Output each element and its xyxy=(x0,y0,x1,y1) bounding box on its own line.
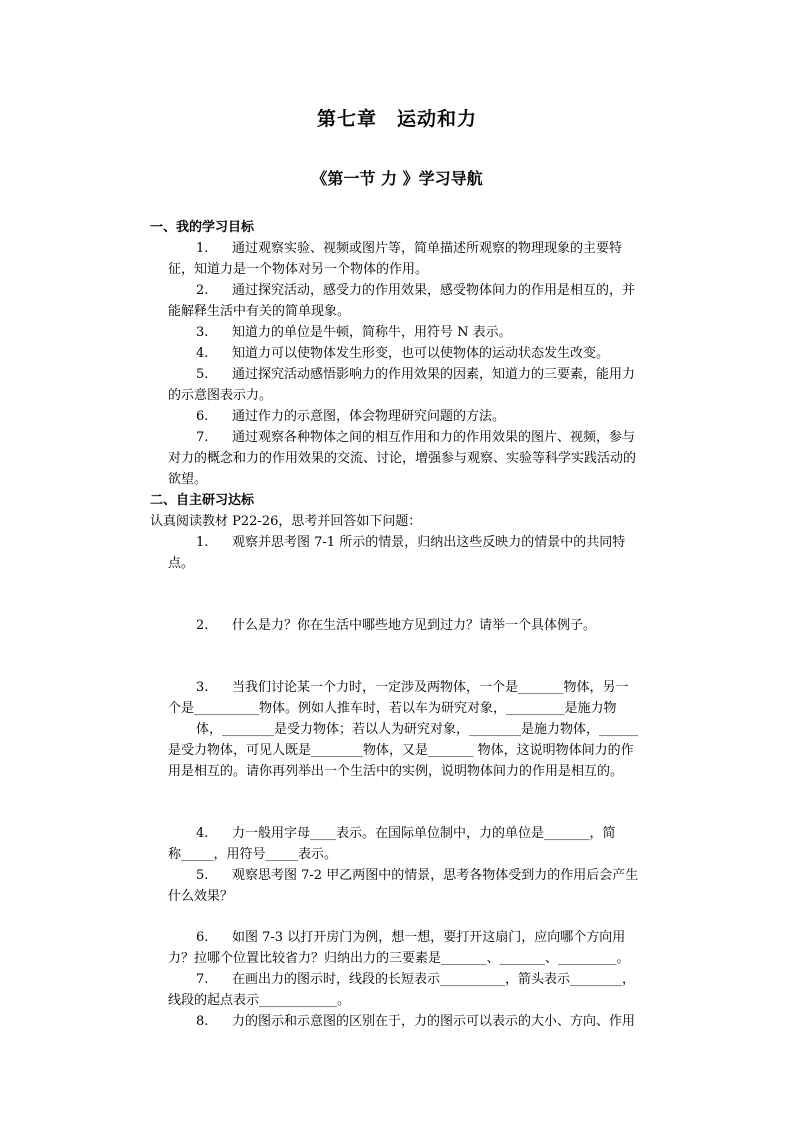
goal-text: 通过观察实验、视频或图片等，简单描述所观察的物理现象的主要特 xyxy=(232,241,623,256)
question-text: 在画出力的图示时，线段的长短表示__________，箭头表示________， xyxy=(232,972,636,987)
question-number: 5. xyxy=(196,868,209,883)
question-4 xyxy=(196,822,616,841)
goal-item-3 xyxy=(196,321,512,340)
goal-item-2 xyxy=(196,279,635,298)
question-6 xyxy=(196,926,625,945)
question-8 xyxy=(196,1010,635,1029)
question-text: 如图 7-3 以打开房门为例，想一想，要打开这扇门，应向哪个方向用 xyxy=(232,930,626,945)
question-5-line2: 什么效果？ xyxy=(168,889,234,904)
question-number: 2. xyxy=(196,618,209,633)
question-3-line4: 是受力物体，可见人既是________物体，又是_______ 物体，这说明物体间力的作 xyxy=(168,743,634,758)
goal-text: 知道力可以使物体发生形变，也可以使物体的运动状态发生改变。 xyxy=(232,346,610,361)
question-7 xyxy=(196,968,635,987)
goal-text: 通过探究活动，感受力的作用效果，感受物体间力的作用是相互的，并 xyxy=(232,283,636,298)
goal-item-5-line2: 的示意图表示力。 xyxy=(168,388,273,403)
question-number: 3. xyxy=(196,680,209,695)
question-text: 观察思考图 7-2 甲乙两图中的情景，思考各物体受到力的作用后会产生 xyxy=(232,868,639,883)
question-text: 当我们讨论某一个力时，一定涉及两物体，一个是_______物体，另一 xyxy=(232,680,629,695)
goal-number: 4. xyxy=(196,346,209,361)
question-4-line2: 称_____，用符号_____表示。 xyxy=(168,847,338,862)
question-number: 8. xyxy=(196,1014,209,1029)
question-number: 4. xyxy=(196,826,209,841)
goal-item-1-line2: 征，知道力是一个物体对另一个物体的作用。 xyxy=(168,262,429,277)
section-heading-self-study: 二、自主研习达标 xyxy=(150,493,255,508)
question-text: 力一般用字母____表示。在国际单位制中，力的单位是_______，简 xyxy=(232,826,616,841)
question-text: 什么是力？你在生活中哪些地方见到过力？请举一个具体例子。 xyxy=(232,618,597,633)
goal-text: 通过观察各种物体之间的相互作用和力的作用效果的图片、视频，参与 xyxy=(232,430,636,445)
goal-item-4 xyxy=(196,342,609,361)
question-2 xyxy=(196,614,596,633)
goal-text: 通过作力的示意图，体会物理研究问题的方法。 xyxy=(232,409,506,424)
goal-number: 7. xyxy=(196,430,209,445)
question-number: 7. xyxy=(196,972,209,987)
question-text: 观察并思考图 7-1 所示的情景，归纳出这些反映力的情景中的共同特 xyxy=(232,535,626,550)
question-3-line2: 个是__________物体。例如人推车时，若以车为研究对象，_________是施力物 xyxy=(168,701,617,716)
goal-text: 通过探究活动感悟影响力的作用效果的因素，知道力的三要素，能用力 xyxy=(232,367,636,382)
goal-item-5 xyxy=(196,363,635,382)
question-7-line2: 线段的起点表示____________。 xyxy=(168,993,351,1008)
section-heading-goals: 一、我的学习目标 xyxy=(150,220,255,235)
goal-item-7 xyxy=(196,426,635,445)
goal-item-1 xyxy=(196,237,622,256)
goal-text: 知道力的单位是牛顿，简称牛，用符号 N 表示。 xyxy=(232,325,512,340)
goal-number: 1. xyxy=(196,241,209,256)
goal-number: 2. xyxy=(196,283,209,298)
page-title: 第七章 运动和力 xyxy=(316,108,477,130)
question-3-line3: 体，________是受力物体；若以人为研究对象，________是施力物体，______ xyxy=(196,722,639,737)
question-text: 力的图示和示意图的区别在于，力的图示可以表示的大小、方向、作用 xyxy=(232,1014,636,1029)
question-5 xyxy=(196,864,638,883)
reading-instruction: 认真阅读教材 P22-26，思考并回答如下问题： xyxy=(150,514,422,529)
question-number: 1. xyxy=(196,535,209,550)
goal-item-7-line2: 对力的概念和力的作用效果的交流、讨论，增强参与观察、实验等科学实践活动的 xyxy=(168,451,637,466)
question-1-line2: 点。 xyxy=(168,556,195,571)
goal-number: 6. xyxy=(196,409,209,424)
goal-item-6 xyxy=(196,405,505,424)
question-6-line2: 力？拉哪个位置比较省力？归纳出力的三要素是_______、_______、_________。 xyxy=(168,951,630,966)
goal-number: 3. xyxy=(196,325,209,340)
question-3 xyxy=(196,676,629,695)
question-1 xyxy=(196,531,625,550)
question-3-line5: 用是相互的。请你再列举出一个生活中的实例，说明物体间力的作用是相互的。 xyxy=(168,764,624,779)
goal-item-7-line3: 欲望。 xyxy=(168,472,208,487)
goal-item-2-line2: 能解释生活中有关的简单现象。 xyxy=(168,304,351,319)
question-number: 6. xyxy=(196,930,209,945)
page-subtitle: 《第一节 力 》学习导航 xyxy=(311,169,483,188)
goal-number: 5. xyxy=(196,367,209,382)
